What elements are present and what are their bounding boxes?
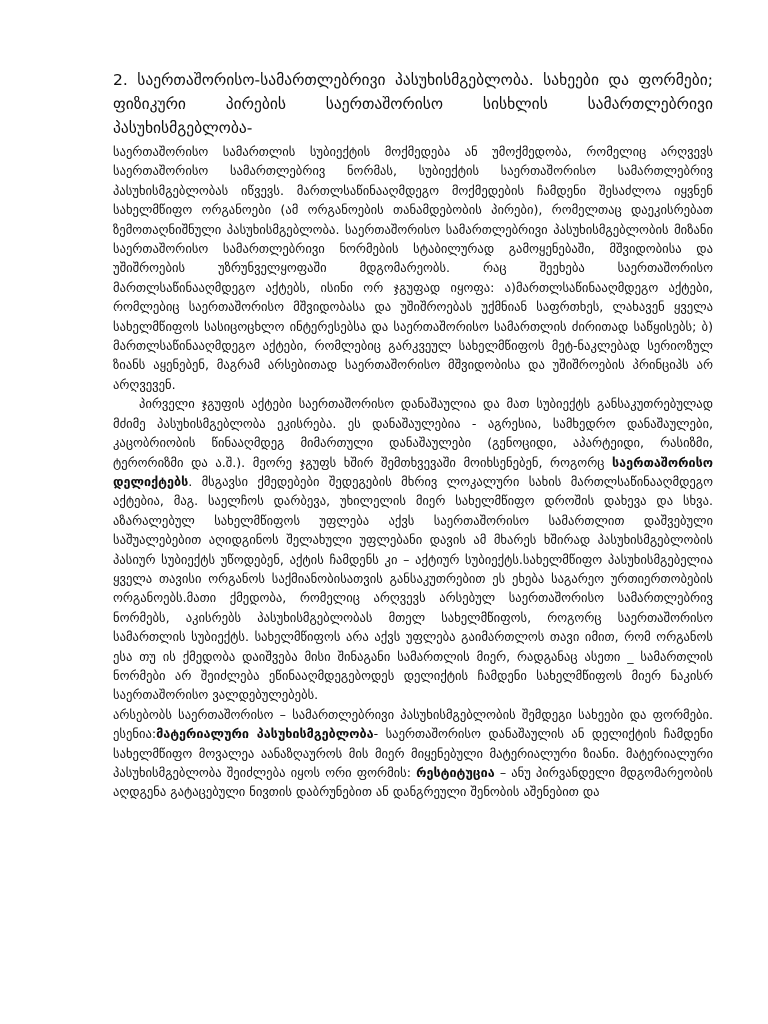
heading-text: 2. საერთაშორისო-სამართლებრივი პასუხისმგებლობა. სახეები და ფორმები; ფიზიკური პირების საერთაშორისო სისხლის სამართლებრივი პასუხისმგებლობა- <box>113 71 713 137</box>
section-heading <box>113 68 713 140</box>
paragraph-3-bold-term-2: რესტიტუცია <box>416 765 495 780</box>
paragraph-2 <box>113 394 713 705</box>
paragraph-3-text-a: არსებობს საერთაშორისო – სამართლებრივი პასუხისმგებლობის შემდეგი სახეები და ფორმები. ესენია: <box>113 706 713 742</box>
paragraph-1 <box>113 142 713 394</box>
paragraph-2-text-b: . მსგავსი ქმედებები შედეგების მხრივ ლოკალური სახის მართლსაწინააღმდეგო აქტებია, მაგ. საელჩოს დარბევა, უხილელის მიერ სახელმწიფო დროშის დახევა და სხვა. აზარალებულ სახელმწიფოს უფლება აქვს საერთაშორისო სამართლით დაშვებული საშუალებებით აღიდგინოს შელახული უფლებანი დავის ამ მხარეს ხშირად პასუხისმგებლობის პასიურ სუბიექტს უწოდებენ, აქტის ჩამდენს კი – აქტიურ სუბიექტს.სახელმწიფო პასუხისმგებელია ყველა თავისი ორგანოს საქმიანობისათვის განსაკუთრებით ეს ეხება საგარეო ურთიერთობების ორგანოებს.მათი ქმედობა, რომელიც არღვევს არსებულ საერთაშორისო სამართლებრივ ნორმებს, აკისრებს პასუხისმგებლობას მთელ სახელმწიფოს, როგორც საერთაშორისო სამართლის სუბიექტს. სახელმწიფოს არა აქვს უფლება გაიმართლოს თავი იმით, რომ ორგანოს ესა თუ ის ქმედობა დაიშვება მისი შინაგანი სამართლის მიერ, რადგანაც ასეთი _ სამართლის ნორმები არ შეიძლება ეწინააღმდეგებოდეს დელიქტის ჩამდენი სახელმწიფოს მიერ ნაკისრ საერთაშორისო ვალდებულებებს. <box>113 473 713 703</box>
paragraph-2-text-a: პირველი ჯგუფის აქტები საერთაშორისო დანაშაულია და მათ სუბიექტს განსაკუთრებულად მძიმე პასუხისმგებლობა ეკისრება. ეს დანაშაულებია - აგრესია, სამხედრო დანაშაულები, კაცობრიობის წინააღმდეგ მიმართული დანაშაულები (გენოციდი, აპარტეიდი, რასიზმი, ტერორიზმი და ა.შ.). მეორე ჯგუფს ხშირ შემთხვევაში მოიხსენებენ, როგორც <box>113 396 713 470</box>
paragraph-2-bold-term: საერთაშორისო დელიქტებს <box>113 454 713 489</box>
paragraph-1-text: საერთაშორისო სამართლის სუბიექტის მოქმედება ან უმოქმედობა, რომელიც არღვევს საერთაშორისო სამართლებრივ ნორმას, სუბიექტის საერთაშორისო სამართლებრივ პასუხისმგებლობას იწვევს. მართლსაწინააღმდეგო მოქმედების ჩამდენი შესაძლოა იყვნენ სახელმწიფო ორგანოები (ამ ორგანოების თანამდებობის პირები), რომელთაც დაეკისრებათ ზემოთაღნიშნული პასუხისმგებლობა. საერთაშორისო სამართლებრივი პასუხისმგებლობის მიზანი საერთაშორისო სამართლებრივი ნორმების სტაბილურად გამოყენებაში, მშვიდობისა და უშიშროების უზრუნველყოფაში მდგომარეობს. რაც შეეხება საერთაშორისო მართლსაწინააღმდეგო აქტებს, ისინი ორ ჯგუფად იყოფა: ა)მართლსაწინააღმდეგო აქტები, რომლებიც საერთაშორისო მშვიდობასა და უშიშროებას უქმნიან საფრთხეს, ლახავენ ყველა სახელმწიფოს სასიცოცხლო ინტერესებსა და საერთაშორისო სამართლის ძირითად საწყისებს; ბ) მართლსაწინააღმდეგო აქტები, რომლებიც გარკვეულ სახელმწიფოს მეტ-ნაკლებად სერიოზულ ზიანს აყენებენ, მაგრამ არსებითად საერთაშორისო მშვიდობისა და უშიშროების პრინციპს არ არღვევენ. <box>113 144 713 392</box>
paragraph-3-text-c: – ანუ პირვანდელი მდგომარეობის აღდგენა გატაცებული ნივთის დაბრუნებით ან დანგრეული შენობის აშენებით და <box>113 765 713 800</box>
paragraph-3-bold-term-1: მატერიალური პასუხისმგებლობა <box>156 726 374 742</box>
paragraph-3-text-b: - საერთაშორისო დანაშაულის ან დელიქტის ჩამდენი სახელმწიფო მოვალეა აანაზღაუროს მის მიერ მიყენებული მატერიალური ზიანი. მატერიალური პასუხისმგებლობა შეიძლება იყოს ორი ფორმის: <box>113 726 713 780</box>
paragraph-3 <box>113 705 713 802</box>
document-page <box>113 68 713 802</box>
